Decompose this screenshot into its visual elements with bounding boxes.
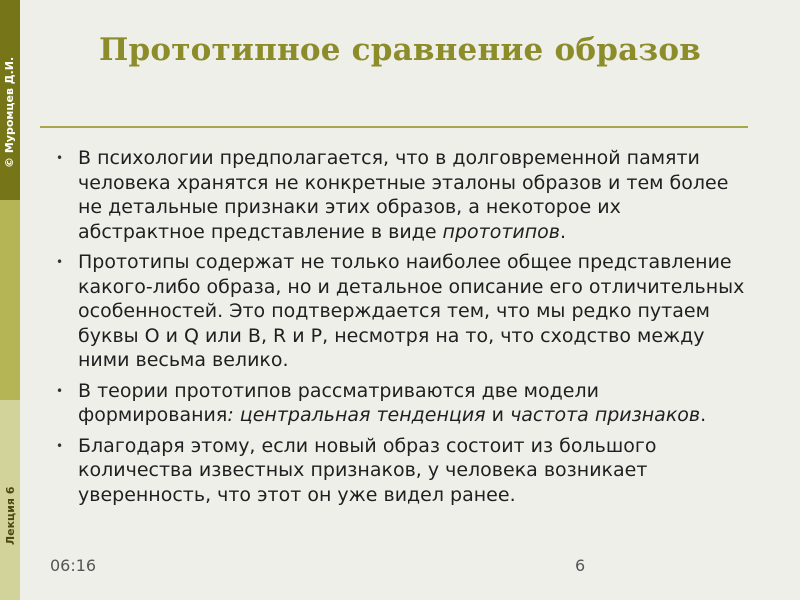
sidebar-band: [0, 0, 20, 600]
bullet-dot-icon: •: [56, 151, 64, 165]
bullet-text: Благодаря этому, если новый образ состоит из большого количества известных признаков, у человека возникает уверенность, что этот он уже видел ранее.: [78, 434, 657, 506]
bullet-dot-icon: •: [56, 438, 64, 453]
bullet-text: Прототипы содержат не только наиболее общее представление какого-либо образа, но и детальное описание его отличительных особенностей. Это подтверждается тем, что мы редко путаем буквы О и Q или B, R и P, несмотря на то, что сходство между ними весьма велико.: [78, 251, 745, 371]
slide-title: Прототипное сравнение образов: [99, 32, 701, 68]
emphasis-term: частота признаков: [510, 404, 701, 426]
emphasis-term: прототипов: [442, 220, 561, 243]
lecture-label: Лекция 6: [4, 486, 17, 545]
sidebar-middle-block: [0, 200, 20, 400]
bullet-item: [56, 146, 746, 244]
bullet-dot-icon: •: [56, 255, 64, 269]
bullet-item: [56, 379, 746, 428]
author-credit: © Муромцев Д.И.: [3, 56, 16, 168]
footer-date: 06:16: [50, 556, 97, 575]
bullet-dot-icon: •: [56, 383, 64, 398]
page-number: 6: [575, 556, 586, 575]
bullet-text: В психологии предполагается, что в долговременной памяти человека хранятся не конкретные эталоны образов и тем более не детальные признаки этих образов, а некоторое их абстрактное представление в виде прототипов.: [78, 147, 729, 243]
bullet-item: [56, 250, 746, 373]
title-divider: [40, 126, 748, 128]
emphasis-term: : центральная тенденция: [227, 404, 486, 426]
bullet-item: [56, 434, 746, 508]
bullet-list: [56, 146, 746, 513]
bullet-text: В теории прототипов рассматриваются две модели формирования: центральная тенденция и частота признаков.: [78, 379, 707, 426]
